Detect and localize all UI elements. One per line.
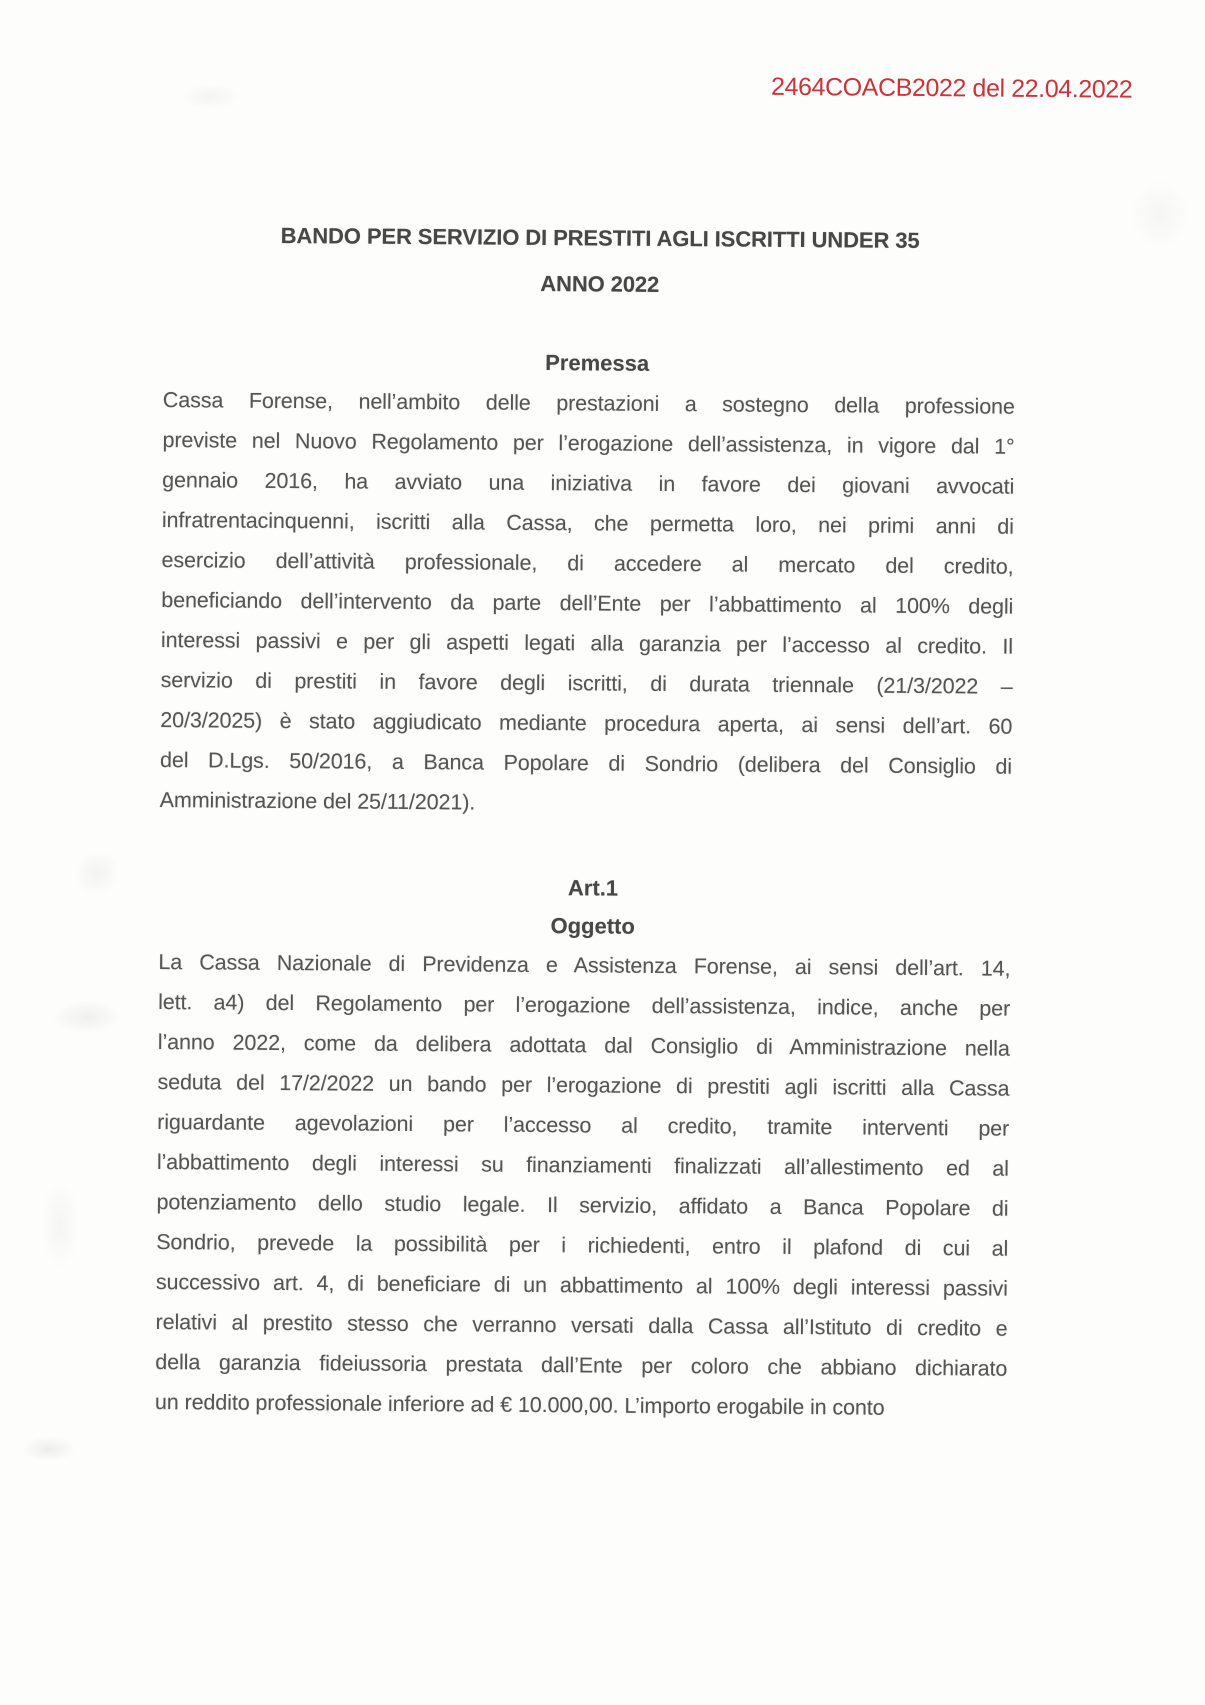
protocol-stamp: 2464COACB2022 del 22.04.2022 [770,72,1133,104]
premessa-paragraph [160,380,1015,827]
paragraph-line: Cassa Forense, nell’ambito delle prestazioni a sostegno della professione [162,388,1015,419]
paragraph-line: previste nel Nuovo Regolamento per l’erogazione dell’assistenza, in vigore dal 1° [162,428,1015,459]
paragraph-line: La Cassa Nazionale di Previdenza e Assistenza Forense, ai sensi dell’art. 14, [158,950,1011,981]
paragraph-line: gennaio 2016, ha avviato una iniziativa in favore dei giovani avvocati [162,468,1015,499]
paragraph-line: seduta del 17/2/2022 un bando per l’erogazione di prestiti agli iscritti alla Cassa [157,1070,1010,1101]
paragraph-line: successivo art. 4, di beneficiare di un abbattimento al 100% degli interessi passivi [155,1270,1008,1301]
paragraph-line: riguardante agevolazioni per l’accesso al credito, tramite interventi per [157,1110,1010,1141]
section-heading-art1: Art.1 [567,875,619,901]
paragraph-line: Amministrazione del 25/11/2021). [159,788,476,815]
text-block [155,212,1016,1429]
section-subheading-oggetto: Oggetto [550,913,635,939]
paragraph-line: l’abbattimento degli interessi su finanziamenti finalizzati all’allestimento ed al [156,1150,1009,1181]
paragraph-line: un reddito professionale inferiore ad € 10.000,00. L’importo erogabile in conto [154,1390,885,1420]
paragraph-line: infratrentacinquenni, iscritti alla Cassa, che permetta loro, nei primi anni di [161,508,1014,539]
paragraph-line: beneficiando dell’intervento da parte dell’Ente per l’abbattimento al 100% degli [161,588,1014,619]
paragraph-line: lett. a4) del Regolamento per l’erogazione dell’assistenza, indice, anche per [158,990,1011,1021]
paragraph-line: Sondrio, prevede la possibilità per i richiedenti, entro il plafond di cui al [156,1230,1009,1261]
paragraph-line: interessi passivi e per gli aspetti legati alla garanzia per l’accesso al credito. Il [160,628,1014,659]
paragraph-line: relativi al prestito stesso che verranno versati dalla Cassa all’Istituto di credito e [155,1310,1008,1341]
art1-paragraph [155,942,1011,1429]
paragraph-line: esercizio dell’attività professionale, di accedere al mercato del credito, [161,548,1014,579]
paragraph-line: servizio di prestiti in favore degli iscritti, di durata triennale (21/3/2022 – [160,668,1013,699]
paragraph-line: l’anno 2022, come da delibera adottata dal Consiglio di Amministrazione nella [157,1030,1010,1061]
paragraph-line: 20/3/2025) è stato aggiudicato mediante procedura aperta, ai sensi dell’art. 60 [160,708,1013,739]
paragraph-line: del D.Lgs. 50/2016, a Banca Popolare di Sondrio (delibera del Consiglio di [159,748,1013,779]
paragraph-line: della garanzia fideiussoria prestata dall’Ente per coloro che abbiano dichiarato [155,1350,1008,1381]
section-heading-premessa: Premessa [545,350,650,376]
paragraph-line: potenziamento dello studio legale. Il servizio, affidato a Banca Popolare di [156,1190,1009,1221]
document-title-line1: BANDO PER SERVIZIO DI PRESTITI AGLI ISCRITTI UNDER 35 [280,222,920,253]
document-title-line2: ANNO 2022 [540,270,660,297]
